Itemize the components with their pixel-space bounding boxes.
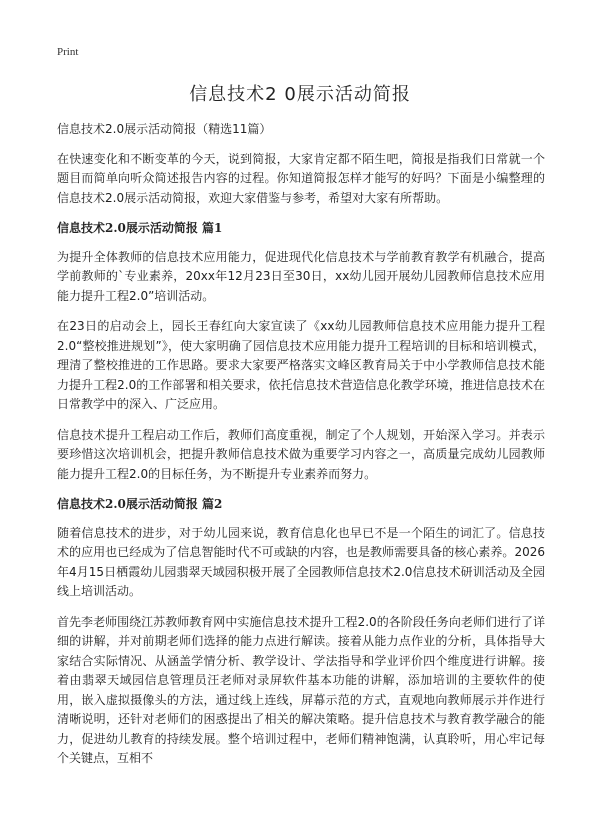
section-1-paragraph-2: 在23日的启动会上，园长王春红向大家宣读了《xx幼儿园教师信息技术应用能力提升工程2.0“整校推进规划”》，使大家明确了园信息技术应用能力提升工程培训的目标和培训模式，理清了整校推进的工作思路。要求大家要严格落实文峰区教育局关于中小学教师信息技术能力提升工程2.0的工作部署和相关要求，依托信息技术营造信息化教学环境，推进信息技术在日常教学中的深入、广泛应用。	[57, 319, 545, 411]
section-1-paragraph-1: 为提升全体教师的信息技术应用能力，促进现代化信息技术与学前教育教学有机融合，提高学前教师的`专业素养，20xx年12月23日至30日，xx幼儿园开展幼儿园教师信息技术应用能力提升工程2.0”培训活动。	[57, 249, 545, 303]
section-1-heading: 信息技术2.0展示活动简报 篇1	[57, 221, 223, 235]
page-title: 信息技术2 0展示活动简报	[189, 84, 411, 105]
section-1-paragraph-3: 信息技术提升工程启动工作后，教师们高度重视，制定了个人规划，开始深入学习。并表示要珍惜这次培训机会，把提升教师信息技术做为重要学习内容之一，高质量完成幼儿园教师能力提升工程2.0的目标任务，为不断提升专业素养而努力。	[57, 427, 545, 481]
print-link[interactable]: Print	[57, 46, 79, 58]
section-2-heading: 信息技术2.0展示活动简报 篇2	[57, 497, 223, 511]
section-2-paragraph-2: 首先李老师围绕江苏教师教育网中实施信息技术提升工程2.0的各阶段任务向老师们进行了详细的讲解，并对前期老师们选择的能力点进行解读。接着从能力点作业的分析，具体指导大家结合实际情况、从涵盖学情分析、教学设计、学法指导和学业评价四个维度进行讲解。接着由翡翠天域园信息管理员汪老师对录屏软件基本功能的讲解，添加培训的主要软件的使用，嵌入虚拟摄像头的方法，通过线上连线，屏幕示范的方式，直观地向教师展示并作进行清晰说明，还针对老师们的困惑提出了相关的解决策略。提升信息技术与教育教学融合的能力，促进幼儿教育的持续发展。整个培训过程中，老师们精神饱满，认真聆听，用心牢记每个关键点，互相不	[57, 614, 545, 765]
document-body	[57, 120, 545, 780]
document-subtitle: 信息技术2.0展示活动简报（精选11篇）	[57, 122, 272, 136]
section-2-paragraph-1: 随着信息技术的进步，对于幼儿园来说，教育信息化也早已不是一个陌生的词汇了。信息技术的应用也已经成为了信息智能时代不可或缺的内容，也是教师需要具备的核心素养。2026年4月15日栖霞幼儿园翡翠天域园积极开展了全园教师信息技术2.0信息技术研训活动及全园线上培训活动。	[57, 525, 545, 598]
intro-paragraph: 在快速变化和不断变革的今天，说到简报，大家肯定都不陌生吧，简报是指我们日常就一个题目而简单向听众简述报告内容的过程。你知道简报怎样才能写的好吗？下面是小编整理的信息技术2.0展示活动简报，欢迎大家借鉴与参考，希望对大家有所帮助。	[57, 151, 545, 205]
